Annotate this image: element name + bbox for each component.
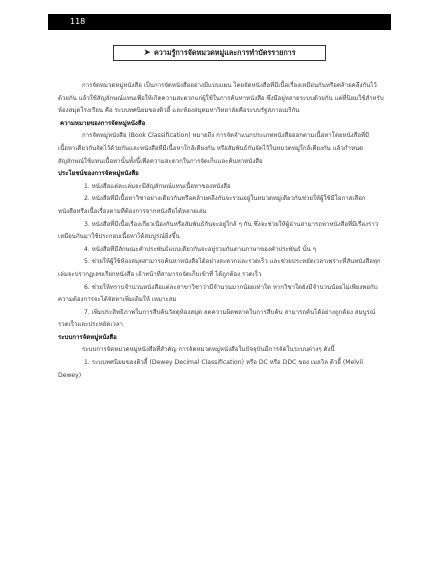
meaning-heading: ความหมายของการจัดหมู่หนังสือ xyxy=(60,119,146,127)
benefit-item: 2. หนังสือที่มีเนื้อหาวิชาอย่างเดียวกันหรือคล้ายคลึงกันจะรวมอยู่ในหมวดหมู่เดียวกันช่วยให้ผู้ใช้มีโอกาสเลือกหนังสือหรือเนื้อเรื่องตามที่ต้องการจากหนังสือได้หลายเล่ม xyxy=(58,195,366,215)
benefit-item: 4. หนังสือที่มีลักษณะคำประพันธ์แบบเดียวกันจะอยู่รวมกันตามภาษาของคำประพันธ์ นั้น ๆ xyxy=(84,245,317,253)
benefit-item: 1. หนังสือแต่ละเล่มจะมีสัญลักษณ์แทนเนื้อหาของหนังสือ xyxy=(84,182,231,190)
systems-heading: ระบบการจัดหมู่หนังสือ xyxy=(58,333,117,341)
arrow-icon: ➤ xyxy=(143,47,151,58)
benefit-item: 7. เพิ่มประสิทธิภาพในการสืบค้นวัสดุห้องสมุด ลดความผิดพลาดในการสืบค้น สามารถค้นได้อย่างถูกต้อง สมบูรณ์ รวดเร็วและประหยัดเวลา xyxy=(58,308,376,329)
section-title-box xyxy=(113,45,326,61)
benefit-item: 6. ช่วยให้ทราบจำนวนหนังสือแต่ละสาขาวิชาว่ามีจำนวนมากน้อยเท่าใด หากวิชาใดยังมีจำนวนน้อยไม่เพียงพอกับความต้องการจะได้จัดหาเพิ่มเติมให้ เหมาะสม xyxy=(58,283,378,304)
page-number: 118 xyxy=(70,17,86,26)
benefits-heading: ประโยชน์ของการจัดหมู่หนังสือ xyxy=(58,170,139,178)
section-title: ความรู้การจัดหมวดหมู่และการทำบัตรรายการ xyxy=(153,47,296,57)
benefit-item: 3. หนังสือที่มีเนื้อเรื่องเกี่ยวเนื่องกันหรือสัมพันธ์กันจะอยู่ใกล้ ๆ กัน ซึ่งจะช่วยให้ผู้อ่านสามารถหาหนังสือที่มีเรื่องราวเหมือนกันมาใช้ประกอบเนื้อหาได้สมบูรณ์ยิ่งขึ้น xyxy=(58,220,379,241)
system-item: 1. ระบบทศนิยมของดิวอี้ (Dewey Decimal Classification) หรือ DC หรือ DDC ของ เมลวิล ดิวอี้ (Melvil Dewey) xyxy=(58,359,363,379)
page-number-bar xyxy=(48,14,391,30)
document-body xyxy=(58,80,384,382)
systems-paragraph: ระบบการจัดหมวดหมู่หนังสือที่สำคัญ การจัดหมวดหมู่หนังสือในปัจจุบันมีการจัดในระบบต่างๆ ดังนี้ xyxy=(82,346,335,354)
benefit-item: 5. ช่วยให้ผู้ใช้ห้องสมุดสามารถค้นหาหนังสือได้อย่างสะดวกและรวดเร็ว และช่วยประหยัดเวลาเพราะที่สันหนังสือทุกเล่มจะปรากฏเลขเรียกหนังสือ เจ้าหน้าที่สามารถจัดเก็บเข้าที่ ได้ถูกต้อง รวดเร็ว xyxy=(58,258,381,278)
meaning-paragraph: การจัดหมู่หนังสือ (Book Classification) หมายถึง การจัดจำแนกประเภทหนังสือออกตามเนื้อหาโดยหนังสือที่มีเนื้อหาเดียวกันจัดไว้ด้วยกันและหนังสือที่มีเนื้อหาใกล้เคียงกัน หรือสัมพันธ์กันจัดไว้ในหมวดหมู่ใกล้เคียงกัน แล้วกำหนดสัญลักษณ์ใช้แทนเนื้อหานั้นทั้งนี้เพื่อความสะดวกในการจัดเก็บและค้นหาหนังสือ xyxy=(58,132,370,165)
intro-paragraph: การจัดหมวดหมู่หนังสือ เป็นการจัดหนังสืออย่างมีแบบแผน โดยจัดหนังสือที่มีเนื้อเรื่องเหมือนกันหรือคล้ายคลึงกันไว้ด้วยกัน แล้วใช้สัญลักษณ์แทนเพื่อให้เกิดความสะดวกแก่ผู้ใช้ในการค้นหาหนังสือ ซึ่งมีอยู่หลายระบบด้วยกัน แต่ที่นิยมใช้สำหรับห้องสมุดโรงเรียน คือ ระบบทศนิยมของดิวอี้ และห้องสมุดมหาวิทยาลัยคือระบบรัฐสภาอเมริกัน xyxy=(58,82,384,115)
